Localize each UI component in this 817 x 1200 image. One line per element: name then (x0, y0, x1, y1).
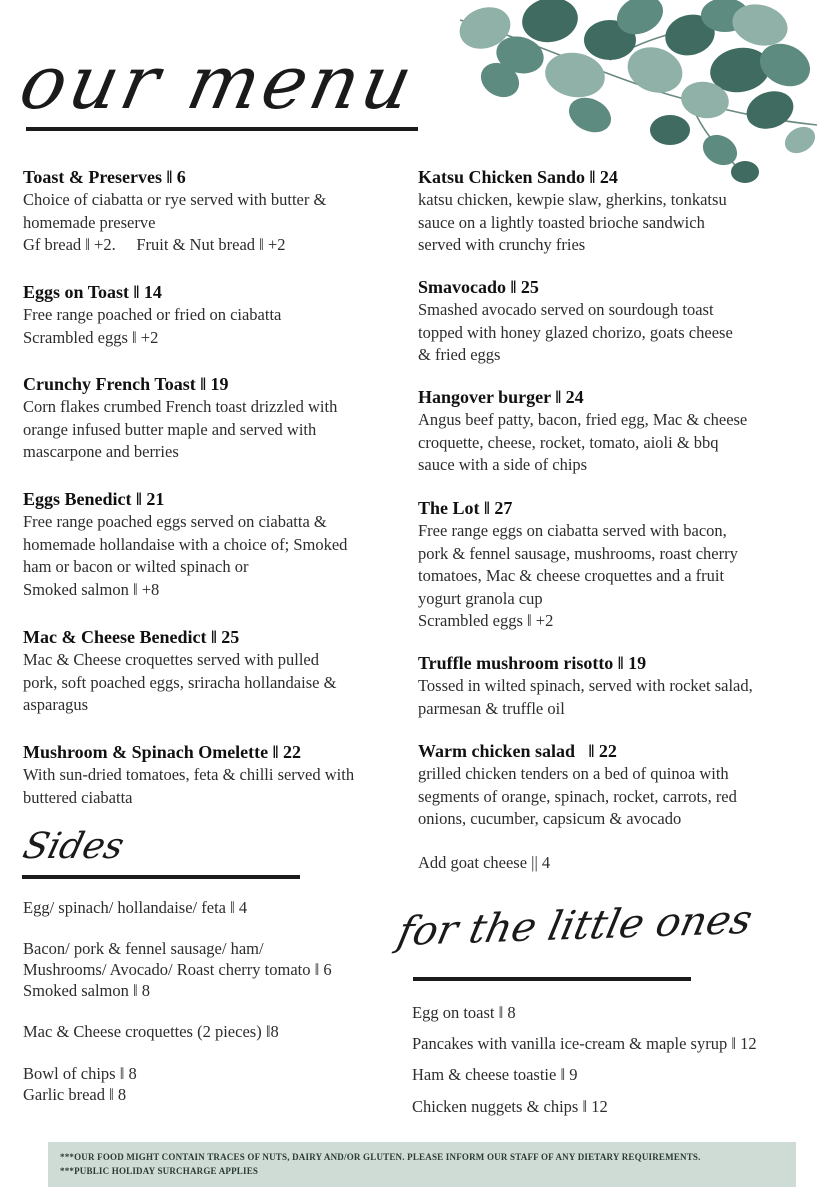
item-desc-line: onions, cucumber, capsicum & avocado (418, 809, 682, 828)
item-desc-line: Scrambled eggs ‖ +2 (23, 327, 159, 347)
side-line: Mac & Cheese croquettes (2 pieces) ‖8 (23, 1022, 279, 1041)
item-desc-line: buttered ciabatta (23, 787, 133, 807)
sides-heading: Sides (18, 826, 129, 867)
item-name: Mac & Cheese Benedict ‖ 25 (23, 627, 240, 647)
side-line: Bacon/ pork & fennel sausage/ ham/ (23, 939, 264, 958)
menu-title: our menu (12, 40, 424, 126)
surcharge-notice: ***PUBLIC HOLIDAY SURCHARGE APPLIES (60, 1166, 259, 1176)
menu-item (23, 626, 403, 717)
item-desc-line: mascarpone and berries (23, 442, 179, 461)
item-desc-line: katsu chicken, kewpie slaw, gherkins, tonkatsu (418, 190, 727, 209)
item-name: Eggs on Toast ‖ 14 (23, 282, 162, 302)
kids-line: Egg on toast ‖ 8 (412, 1003, 516, 1022)
item-desc-line: homemade preserve (23, 212, 156, 232)
item-name: The Lot ‖ 27 (418, 498, 513, 518)
item-name: Smavocado ‖ 25 (418, 277, 539, 297)
item-desc-line: Smashed avocado served on sourdough toast (418, 300, 714, 319)
item-name: Truffle mushroom risotto ‖ 19 (418, 653, 647, 673)
item-desc-line: Tossed in wilted spinach, served with rocket salad, (418, 676, 753, 695)
kids-line: Ham & cheese toastie ‖ 9 (412, 1065, 578, 1084)
item-desc-line: & fried eggs (418, 345, 501, 364)
item-desc-line: orange infused butter maple and served with (23, 419, 317, 439)
item-desc-line: Mac & Cheese croquettes served with pulled (23, 650, 319, 669)
item-desc-line: yogurt granola cup (418, 588, 543, 608)
item-name: Crunchy French Toast ‖ 19 (23, 374, 229, 394)
item-desc-line: served with crunchy fries (418, 235, 586, 254)
menu-item (23, 373, 403, 464)
item-desc-line: segments of orange, spinach, rocket, carrots, red (418, 786, 737, 806)
allergy-notice: ***OUR FOOD MIGHT CONTAIN TRACES OF NUTS, DAIRY AND/OR GLUTEN. PLEASE INFORM OUR STAFF OF ANY DIETARY REQUIREMENTS. (60, 1152, 701, 1162)
item-desc-line: tomatoes, Mac & cheese croquettes and a fruit (418, 566, 725, 585)
menu-item (23, 741, 408, 809)
item-name: Hangover burger ‖ 24 (418, 387, 584, 407)
item-desc-line: croquette, cheese, rocket, tomato, aioli & bbq (418, 432, 719, 452)
kids-line: Chicken nuggets & chips ‖ 12 (412, 1097, 608, 1116)
sides-divider (22, 875, 300, 879)
eucalyptus-leaves-decoration (440, 0, 817, 190)
item-desc-line: Free range poached or fried on ciabatta (23, 305, 282, 324)
side-line: Garlic bread ‖ 8 (23, 1085, 127, 1104)
title-divider (26, 127, 418, 131)
item-desc-line: asparagus (23, 695, 89, 714)
item-desc-line: Choice of ciabatta or rye served with butter & (23, 190, 327, 209)
item-desc-line: Smoked salmon ‖ +8 (23, 579, 160, 599)
menu-item (418, 386, 808, 477)
kids-divider (413, 977, 691, 981)
item-desc-line: Angus beef patty, bacon, fried egg, Mac & cheese (418, 410, 748, 429)
item-desc-line: pork, soft poached eggs, sriracha hollandaise & (23, 672, 337, 692)
item-desc-line: grilled chicken tenders on a bed of quinoa with (418, 764, 729, 783)
item-desc-line: Gf bread ‖ +2. Fruit & Nut bread ‖ +2 (23, 235, 286, 254)
side-line: Egg/ spinach/ hollandaise/ feta ‖ 4 (23, 898, 248, 917)
item-desc-line: homemade hollandaise with a choice of; Smoked (23, 534, 348, 554)
menu-item (418, 740, 808, 831)
item-desc-line: With sun-dried tomatoes, feta & chilli served with (23, 765, 355, 784)
kids-line: Pancakes with vanilla ice-cream & maple syrup ‖ 12 (412, 1034, 757, 1053)
item-desc-line: topped with honey glazed chorizo, goats cheese (418, 322, 733, 342)
footer-notice (48, 1142, 796, 1187)
add-goat-cheese: Add goat cheese || 4 (418, 853, 551, 872)
item-name: Warm chicken salad ‖ 22 (418, 741, 617, 761)
side-line: Smoked salmon ‖ 8 (23, 981, 151, 1000)
menu-item (418, 276, 808, 367)
item-desc-line: Free range poached eggs served on ciabatta & (23, 512, 327, 531)
kids-heading: for the little ones (393, 896, 757, 956)
item-desc-line: pork & fennel sausage, mushrooms, roast cherry (418, 543, 738, 563)
menu-item (418, 166, 808, 257)
menu-item (23, 281, 403, 349)
item-name: Mushroom & Spinach Omelette ‖ 22 (23, 742, 301, 762)
item-desc-line: ham or bacon or wilted spinach or (23, 557, 249, 576)
menu-item (23, 488, 403, 601)
item-desc-line: parmesan & truffle oil (418, 698, 565, 718)
item-desc-line: sauce on a lightly toasted brioche sandwich (418, 212, 705, 232)
menu-item (418, 497, 808, 633)
menu-item (418, 652, 808, 720)
side-line: Bowl of chips ‖ 8 (23, 1064, 137, 1083)
item-desc-line: sauce with a side of chips (418, 455, 588, 474)
item-desc-line: Free range eggs on ciabatta served with bacon, (418, 521, 727, 540)
item-name: Eggs Benedict ‖ 21 (23, 489, 165, 509)
item-name: Toast & Preserves ‖ 6 (23, 167, 186, 187)
item-desc-line: Corn flakes crumbed French toast drizzled with (23, 397, 338, 416)
item-name: Katsu Chicken Sando ‖ 24 (418, 167, 618, 187)
item-desc-line: Scrambled eggs ‖ +2 (418, 611, 554, 630)
side-line: Mushrooms/ Avocado/ Roast cherry tomato ‖ 6 (23, 960, 332, 979)
menu-item (23, 166, 403, 257)
